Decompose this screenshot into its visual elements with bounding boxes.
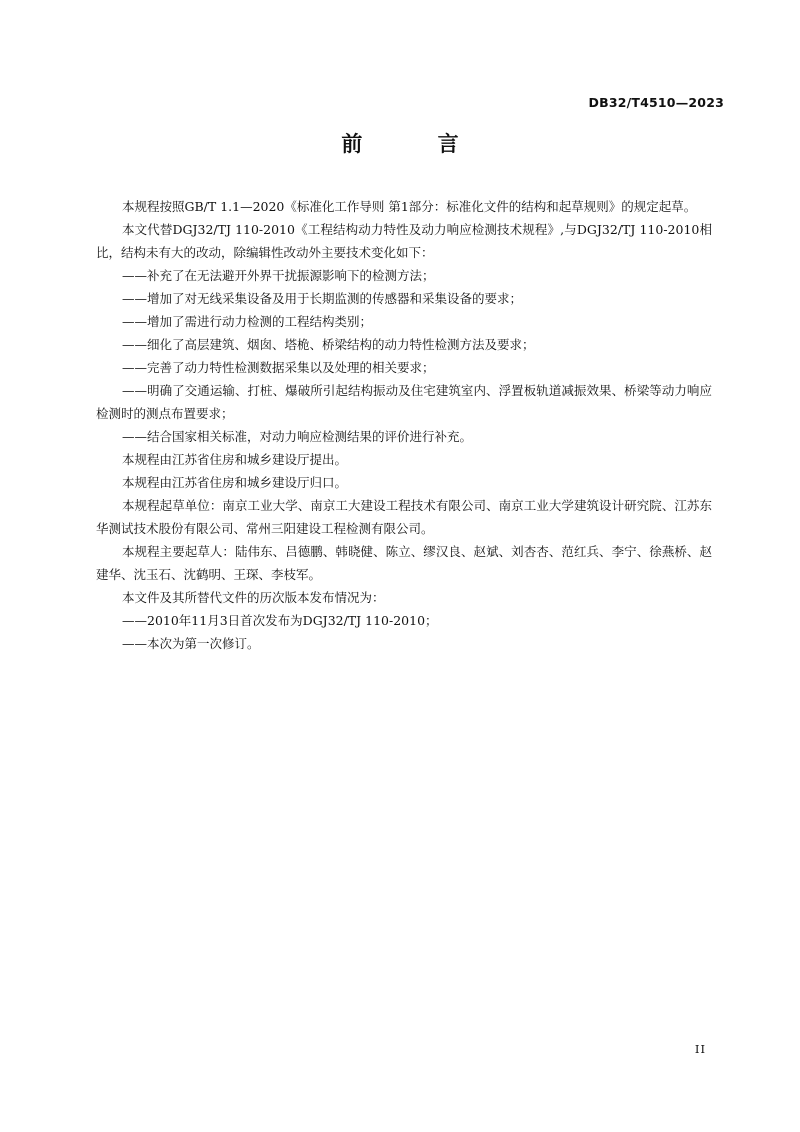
page-number: II xyxy=(694,1042,706,1056)
change-item: ——增加了需进行动力检测的工程结构类别； xyxy=(122,314,373,329)
document-code: DB32/T4510—2023 xyxy=(588,95,724,110)
paragraph-drafters: 本规程主要起草人：陆伟东、吕德鹏、韩晓健、陈立、缪汉良、赵斌、刘杏杏、范红兵、李宁、徐燕桥、赵建华、沈玉石、沈鹤明、王琛、李枝军。 xyxy=(96,544,712,582)
paragraph-version-history: 本文件及其所替代文件的历次版本发布情况为： xyxy=(122,590,385,605)
section-title: 前 言 xyxy=(341,132,493,156)
foreword-body xyxy=(96,195,712,655)
paragraph-administrator: 本规程由江苏省住房和城乡建设厅归口。 xyxy=(122,475,348,490)
version-history-item: ——本次为第一次修订。 xyxy=(122,636,260,651)
paragraph-drafting-rules: 本规程按照GB/T 1.1—2020《标准化工作导则 第1部分：标准化文件的结构和起草规则》的规定起草。 xyxy=(122,199,697,214)
change-item: ——补充了在无法避开外界干扰振源影响下的检测方法； xyxy=(122,268,435,283)
change-item: ——增加了对无线采集设备及用于长期监测的传感器和采集设备的要求； xyxy=(122,291,523,306)
change-item: ——结合国家相关标准，对动力响应检测结果的评价进行补充。 xyxy=(122,429,473,444)
change-item: ——明确了交通运输、打桩、爆破所引起结构振动及住宅建筑室内、浮置板轨道减振效果、桥梁等动力响应检测时的测点布置要求； xyxy=(96,383,712,421)
change-item: ——细化了高层建筑、烟囱、塔桅、桥梁结构的动力特性检测方法及要求； xyxy=(122,337,535,352)
paragraph-replacement-note: 本文代替DGJ32/TJ 110-2010《工程结构动力特性及动力响应检测技术规程》,与DGJ32/TJ 110-2010相比，结构未有大的改动，除编辑性改动外主要技术变化如下： xyxy=(96,222,712,260)
paragraph-drafting-units: 本规程起草单位：南京工业大学、南京工大建设工程技术有限公司、南京工业大学建筑设计研究院、江苏东华测试技术股份有限公司、常州三阳建设工程检测有限公司。 xyxy=(96,498,712,536)
change-item: ——完善了动力特性检测数据采集以及处理的相关要求； xyxy=(122,360,435,375)
paragraph-proposer: 本规程由江苏省住房和城乡建设厅提出。 xyxy=(122,452,348,467)
version-history-item: ——2010年11月3日首次发布为DGJ32/TJ 110-2010； xyxy=(122,613,438,628)
